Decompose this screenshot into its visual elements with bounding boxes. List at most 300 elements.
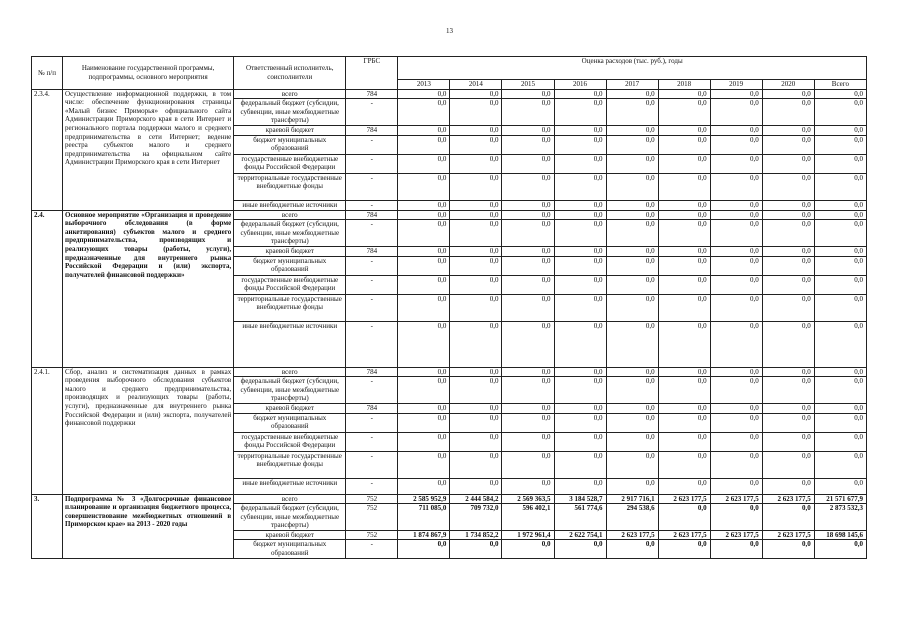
- amount-cell: 596 402,1: [502, 504, 554, 531]
- amount-cell: 0,0: [710, 89, 762, 99]
- amount-cell: 0,0: [606, 451, 658, 478]
- funding-source: краевой бюджет: [234, 530, 346, 540]
- amount-cell: 0,0: [814, 451, 866, 478]
- amount-cell: 0,0: [710, 135, 762, 154]
- amount-cell: 0,0: [502, 154, 554, 173]
- amount-cell: 709 732,0: [450, 504, 502, 531]
- amount-cell: 0,0: [814, 321, 866, 367]
- amount-cell: 0,0: [658, 125, 710, 135]
- amount-cell: 0,0: [814, 99, 866, 126]
- grbs-code: -: [346, 377, 398, 404]
- grbs-code: -: [346, 135, 398, 154]
- grbs-code: -: [346, 99, 398, 126]
- amount-cell: 0,0: [710, 173, 762, 200]
- amount-cell: 0,0: [502, 432, 554, 451]
- amount-cell: 0,0: [658, 173, 710, 200]
- amount-cell: 0,0: [814, 432, 866, 451]
- table-row: [32, 494, 867, 504]
- grbs-code: -: [346, 413, 398, 432]
- amount-cell: 0,0: [450, 200, 502, 210]
- amount-cell: 0,0: [554, 200, 606, 210]
- amount-cell: 0,0: [450, 413, 502, 432]
- amount-cell: 0,0: [502, 99, 554, 126]
- amount-cell: 0,0: [502, 540, 554, 558]
- amount-cell: 0,0: [450, 173, 502, 200]
- amount-cell: 0,0: [398, 294, 450, 321]
- amount-cell: 0,0: [606, 321, 658, 367]
- amount-cell: 0,0: [606, 135, 658, 154]
- amount-cell: 0,0: [710, 256, 762, 275]
- amount-cell: 0,0: [606, 125, 658, 135]
- amount-cell: 0,0: [762, 210, 814, 220]
- amount-cell: 0,0: [450, 478, 502, 494]
- amount-cell: 2 623 177,5: [658, 494, 710, 504]
- grbs-code: -: [346, 432, 398, 451]
- amount-cell: 0,0: [710, 367, 762, 377]
- amount-cell: 0,0: [762, 135, 814, 154]
- table-header: [32, 57, 867, 90]
- amount-cell: 0,0: [814, 154, 866, 173]
- amount-cell: 0,0: [450, 540, 502, 558]
- amount-cell: 0,0: [502, 89, 554, 99]
- amount-cell: 0,0: [502, 403, 554, 413]
- amount-cell: 0,0: [502, 256, 554, 275]
- amount-cell: 0,0: [606, 256, 658, 275]
- amount-cell: 0,0: [554, 154, 606, 173]
- amount-cell: 2 917 716,1: [606, 494, 658, 504]
- grbs-code: 784: [346, 403, 398, 413]
- amount-cell: 0,0: [658, 99, 710, 126]
- col-responsible-header: Ответственный исполнитель, соисполнители: [234, 57, 346, 90]
- amount-cell: 0,0: [554, 99, 606, 126]
- funding-source: бюджет муниципальных образований: [234, 256, 346, 275]
- table-row: [32, 367, 867, 377]
- amount-cell: 0,0: [658, 321, 710, 367]
- amount-cell: 0,0: [398, 99, 450, 126]
- amount-cell: 0,0: [710, 220, 762, 247]
- amount-cell: 0,0: [502, 220, 554, 247]
- year-header: 2013: [398, 80, 450, 90]
- amount-cell: 0,0: [814, 403, 866, 413]
- grbs-code: -: [346, 451, 398, 478]
- table-row: [32, 89, 867, 99]
- funding-source: бюджет муниципальных образований: [234, 540, 346, 558]
- amount-cell: 2 623 177,5: [658, 530, 710, 540]
- amount-cell: 0,0: [398, 377, 450, 404]
- amount-cell: 0,0: [658, 377, 710, 404]
- amount-cell: 0,0: [450, 154, 502, 173]
- amount-cell: 0,0: [762, 432, 814, 451]
- amount-cell: 0,0: [762, 451, 814, 478]
- table-body: [32, 89, 867, 558]
- amount-cell: 0,0: [762, 321, 814, 367]
- amount-cell: 0,0: [710, 451, 762, 478]
- amount-cell: 0,0: [398, 432, 450, 451]
- amount-cell: 711 085,0: [398, 504, 450, 531]
- year-header: 2020: [762, 80, 814, 90]
- grbs-code: -: [346, 154, 398, 173]
- grbs-code: -: [346, 478, 398, 494]
- amount-cell: 0,0: [398, 321, 450, 367]
- amount-cell: 0,0: [658, 413, 710, 432]
- amount-cell: 0,0: [502, 125, 554, 135]
- amount-cell: 0,0: [554, 451, 606, 478]
- grbs-code: 784: [346, 367, 398, 377]
- amount-cell: 0,0: [450, 367, 502, 377]
- amount-cell: 0,0: [450, 432, 502, 451]
- amount-cell: 0,0: [762, 504, 814, 531]
- amount-cell: 0,0: [710, 125, 762, 135]
- grbs-code: -: [346, 321, 398, 367]
- amount-cell: 0,0: [502, 294, 554, 321]
- amount-cell: 0,0: [502, 135, 554, 154]
- amount-cell: 2 623 177,5: [606, 530, 658, 540]
- page-number: 13: [446, 27, 453, 35]
- amount-cell: 0,0: [606, 99, 658, 126]
- amount-cell: 0,0: [814, 210, 866, 220]
- amount-cell: 0,0: [450, 99, 502, 126]
- amount-cell: 0,0: [502, 478, 554, 494]
- amount-cell: 0,0: [502, 200, 554, 210]
- amount-cell: 0,0: [814, 246, 866, 256]
- amount-cell: 0,0: [658, 432, 710, 451]
- year-header: 2016: [554, 80, 606, 90]
- item-number: 2.3.4.: [32, 89, 63, 210]
- amount-cell: 0,0: [606, 154, 658, 173]
- amount-cell: 0,0: [710, 275, 762, 294]
- grbs-code: 784: [346, 89, 398, 99]
- amount-cell: 2 444 584,2: [450, 494, 502, 504]
- amount-cell: 0,0: [398, 135, 450, 154]
- amount-cell: 0,0: [398, 451, 450, 478]
- col-name-header: Наименование государственной программы, подпрограммы, основного мероприятия: [63, 57, 234, 90]
- amount-cell: 0,0: [710, 246, 762, 256]
- amount-cell: 2 623 177,5: [762, 530, 814, 540]
- amount-cell: 0,0: [814, 89, 866, 99]
- amount-cell: 0,0: [398, 173, 450, 200]
- amount-cell: 0,0: [658, 256, 710, 275]
- amount-cell: 0,0: [398, 478, 450, 494]
- amount-cell: 0,0: [710, 321, 762, 367]
- col-num-header: № п/п: [32, 57, 63, 90]
- amount-cell: 0,0: [814, 125, 866, 135]
- amount-cell: 2 623 177,5: [762, 494, 814, 504]
- amount-cell: 0,0: [762, 256, 814, 275]
- grbs-code: 752: [346, 530, 398, 540]
- amount-cell: 0,0: [710, 403, 762, 413]
- amount-cell: 0,0: [658, 89, 710, 99]
- amount-cell: 0,0: [606, 200, 658, 210]
- amount-cell: 0,0: [554, 275, 606, 294]
- amount-cell: 0,0: [658, 154, 710, 173]
- amount-cell: 0,0: [710, 200, 762, 210]
- col-estimate-header: Оценка расходов (тыс. руб.), годы: [398, 57, 867, 80]
- grbs-code: -: [346, 275, 398, 294]
- amount-cell: 0,0: [450, 125, 502, 135]
- funding-source: всего: [234, 210, 346, 220]
- amount-cell: 0,0: [398, 246, 450, 256]
- amount-cell: 0,0: [762, 89, 814, 99]
- item-name: Подпрограмма № 3 «Долгосрочные финансовое планирование и организация бюджетного процесса, совершенствование межбюджетных отношений в Приморском крае» на 2013 - 2020 годы: [63, 494, 234, 558]
- amount-cell: 0,0: [710, 154, 762, 173]
- amount-cell: 0,0: [450, 294, 502, 321]
- amount-cell: 0,0: [606, 377, 658, 404]
- amount-cell: 2 623 177,5: [710, 530, 762, 540]
- grbs-code: -: [346, 173, 398, 200]
- expenditure-table: [31, 56, 867, 559]
- item-number: 2.4.: [32, 210, 63, 367]
- item-number: 3.: [32, 494, 63, 558]
- amount-cell: 0,0: [762, 367, 814, 377]
- amount-cell: 0,0: [554, 377, 606, 404]
- funding-source: территориальные государственные внебюджетные фонды: [234, 294, 346, 321]
- amount-cell: 0,0: [554, 294, 606, 321]
- amount-cell: 0,0: [554, 540, 606, 558]
- amount-cell: 3 184 528,7: [554, 494, 606, 504]
- amount-cell: 0,0: [710, 377, 762, 404]
- funding-source: бюджет муниципальных образований: [234, 413, 346, 432]
- amount-cell: 0,0: [606, 403, 658, 413]
- amount-cell: 0,0: [398, 89, 450, 99]
- grbs-code: -: [346, 220, 398, 247]
- amount-cell: 0,0: [450, 220, 502, 247]
- funding-source: территориальные государственные внебюджетные фонды: [234, 451, 346, 478]
- table-row: [32, 210, 867, 220]
- grbs-code: 752: [346, 494, 398, 504]
- amount-cell: 0,0: [502, 321, 554, 367]
- funding-source: государственные внебюджетные фонды Российской Федерации: [234, 432, 346, 451]
- amount-cell: 0,0: [658, 504, 710, 531]
- grbs-code: 784: [346, 210, 398, 220]
- amount-cell: 0,0: [658, 220, 710, 247]
- funding-source: федеральный бюджет (субсидии, субвенции, иные межбюджетные трансферты): [234, 99, 346, 126]
- year-header: 2019: [710, 80, 762, 90]
- amount-cell: 0,0: [606, 294, 658, 321]
- amount-cell: 0,0: [762, 125, 814, 135]
- grbs-code: 784: [346, 246, 398, 256]
- year-header: 2015: [502, 80, 554, 90]
- amount-cell: 0,0: [398, 220, 450, 247]
- amount-cell: 0,0: [450, 135, 502, 154]
- amount-cell: 0,0: [450, 321, 502, 367]
- amount-cell: 0,0: [450, 210, 502, 220]
- amount-cell: 1 972 961,4: [502, 530, 554, 540]
- amount-cell: 0,0: [606, 540, 658, 558]
- amount-cell: 0,0: [762, 478, 814, 494]
- amount-cell: 0,0: [814, 275, 866, 294]
- year-header: Всего: [814, 80, 866, 90]
- amount-cell: 0,0: [554, 432, 606, 451]
- funding-source: бюджет муниципальных образований: [234, 135, 346, 154]
- amount-cell: 0,0: [762, 99, 814, 126]
- amount-cell: 0,0: [814, 377, 866, 404]
- funding-source: краевой бюджет: [234, 246, 346, 256]
- amount-cell: 0,0: [502, 413, 554, 432]
- amount-cell: 0,0: [762, 403, 814, 413]
- funding-source: всего: [234, 494, 346, 504]
- grbs-code: -: [346, 200, 398, 210]
- amount-cell: 0,0: [554, 321, 606, 367]
- grbs-code: 752: [346, 504, 398, 531]
- amount-cell: 0,0: [814, 367, 866, 377]
- amount-cell: 0,0: [762, 413, 814, 432]
- col-grbs-header: ГРБС: [346, 57, 398, 90]
- amount-cell: 0,0: [398, 403, 450, 413]
- amount-cell: 0,0: [658, 200, 710, 210]
- amount-cell: 0,0: [710, 294, 762, 321]
- amount-cell: 0,0: [502, 451, 554, 478]
- year-header: 2018: [658, 80, 710, 90]
- amount-cell: 0,0: [710, 504, 762, 531]
- amount-cell: 0,0: [502, 377, 554, 404]
- amount-cell: 2 623 177,5: [710, 494, 762, 504]
- amount-cell: 0,0: [814, 135, 866, 154]
- amount-cell: 0,0: [450, 89, 502, 99]
- amount-cell: 0,0: [450, 256, 502, 275]
- amount-cell: 0,0: [554, 89, 606, 99]
- amount-cell: 561 774,6: [554, 504, 606, 531]
- amount-cell: 0,0: [658, 294, 710, 321]
- funding-source: иные внебюджетные источники: [234, 200, 346, 210]
- amount-cell: 0,0: [398, 125, 450, 135]
- amount-cell: 0,0: [398, 210, 450, 220]
- amount-cell: 0,0: [398, 413, 450, 432]
- amount-cell: 0,0: [814, 173, 866, 200]
- amount-cell: 0,0: [710, 478, 762, 494]
- amount-cell: 0,0: [762, 154, 814, 173]
- amount-cell: 2 569 363,5: [502, 494, 554, 504]
- amount-cell: 0,0: [710, 99, 762, 126]
- funding-source: краевой бюджет: [234, 403, 346, 413]
- amount-cell: 0,0: [762, 377, 814, 404]
- amount-cell: 0,0: [554, 478, 606, 494]
- amount-cell: 0,0: [710, 210, 762, 220]
- amount-cell: 0,0: [554, 220, 606, 247]
- amount-cell: 1 874 867,9: [398, 530, 450, 540]
- amount-cell: 0,0: [554, 246, 606, 256]
- amount-cell: 0,0: [658, 367, 710, 377]
- amount-cell: 0,0: [554, 256, 606, 275]
- amount-cell: 0,0: [606, 478, 658, 494]
- amount-cell: 0,0: [762, 220, 814, 247]
- amount-cell: 1 734 852,2: [450, 530, 502, 540]
- amount-cell: 0,0: [606, 210, 658, 220]
- amount-cell: 0,0: [398, 200, 450, 210]
- amount-cell: 0,0: [658, 540, 710, 558]
- amount-cell: 0,0: [762, 246, 814, 256]
- amount-cell: 2 873 532,3: [814, 504, 866, 531]
- funding-source: государственные внебюджетные фонды Российской Федерации: [234, 154, 346, 173]
- amount-cell: 0,0: [554, 413, 606, 432]
- amount-cell: 0,0: [606, 246, 658, 256]
- amount-cell: 0,0: [814, 478, 866, 494]
- amount-cell: 2 585 952,9: [398, 494, 450, 504]
- amount-cell: 0,0: [762, 173, 814, 200]
- amount-cell: 0,0: [450, 275, 502, 294]
- amount-cell: 0,0: [606, 367, 658, 377]
- amount-cell: 0,0: [814, 220, 866, 247]
- amount-cell: 0,0: [658, 210, 710, 220]
- amount-cell: 0,0: [554, 125, 606, 135]
- amount-cell: 0,0: [502, 275, 554, 294]
- amount-cell: 0,0: [658, 135, 710, 154]
- amount-cell: 0,0: [658, 246, 710, 256]
- amount-cell: 0,0: [398, 275, 450, 294]
- amount-cell: 0,0: [554, 210, 606, 220]
- amount-cell: 0,0: [658, 478, 710, 494]
- amount-cell: 0,0: [710, 432, 762, 451]
- year-header: 2017: [606, 80, 658, 90]
- amount-cell: 0,0: [606, 432, 658, 451]
- amount-cell: 0,0: [762, 294, 814, 321]
- funding-source: всего: [234, 89, 346, 99]
- amount-cell: 0,0: [814, 256, 866, 275]
- amount-cell: 0,0: [502, 367, 554, 377]
- amount-cell: 0,0: [450, 377, 502, 404]
- amount-cell: 0,0: [606, 275, 658, 294]
- amount-cell: 0,0: [554, 135, 606, 154]
- grbs-code: 784: [346, 125, 398, 135]
- funding-source: иные внебюджетные источники: [234, 321, 346, 367]
- amount-cell: 0,0: [658, 451, 710, 478]
- amount-cell: 0,0: [398, 367, 450, 377]
- funding-source: всего: [234, 367, 346, 377]
- amount-cell: 0,0: [450, 246, 502, 256]
- amount-cell: 0,0: [554, 403, 606, 413]
- amount-cell: 0,0: [658, 403, 710, 413]
- funding-source: федеральный бюджет (субсидии, субвенции, иные межбюджетные трансферты): [234, 377, 346, 404]
- funding-source: иные внебюджетные источники: [234, 478, 346, 494]
- item-number: 2.4.1.: [32, 367, 63, 494]
- amount-cell: 0,0: [554, 367, 606, 377]
- amount-cell: 0,0: [398, 540, 450, 558]
- funding-source: территориальные государственные внебюджетные фонды: [234, 173, 346, 200]
- amount-cell: 0,0: [658, 275, 710, 294]
- amount-cell: 0,0: [710, 413, 762, 432]
- amount-cell: 0,0: [762, 200, 814, 210]
- amount-cell: 294 538,6: [606, 504, 658, 531]
- amount-cell: 0,0: [502, 246, 554, 256]
- funding-source: федеральный бюджет (субсидии, субвенции, иные межбюджетные трансферты): [234, 220, 346, 247]
- item-name: Сбор, анализ и систематизация данных в рамках проведения выборочного обследования субъектов малого и среднего предпринимательства, производящих и реализующих товары (работы, услуги), предназначенные для внутреннего рынка Российской Федерации и (или) экспорта, получателей финансовой поддержки: [63, 367, 234, 494]
- year-header: 2014: [450, 80, 502, 90]
- item-name: Осуществление информационной поддержки, в том числе: обеспечение функционирования страницы «Малый бизнес Приморья» официального сайта Администрации Приморского края в сети Интернет и регионального портала поддержки малого и среднего предпринимательства в сети Интернет; ведение реестра субъектов малого и среднего предпринимательства на официальном сайте Администрации Приморского края в сети Интернет: [63, 89, 234, 210]
- amount-cell: 0,0: [814, 540, 866, 558]
- grbs-code: -: [346, 294, 398, 321]
- amount-cell: 0,0: [502, 173, 554, 200]
- item-name: Основное мероприятие «Организация и проведение выборочного обследования (в форме анкетирования) субъектов малого и среднего предпринимательства, производящих и реализующих товары (работы, услуги), предназначенные для внутреннего рынка Российской Федерации и (или) экспорта, получателей финансовой поддержки»: [63, 210, 234, 367]
- amount-cell: 0,0: [398, 256, 450, 275]
- amount-cell: 2 622 754,1: [554, 530, 606, 540]
- funding-source: краевой бюджет: [234, 125, 346, 135]
- amount-cell: 0,0: [606, 413, 658, 432]
- funding-source: государственные внебюджетные фонды Российской Федерации: [234, 275, 346, 294]
- amount-cell: 0,0: [814, 413, 866, 432]
- amount-cell: 0,0: [554, 173, 606, 200]
- amount-cell: 0,0: [606, 89, 658, 99]
- amount-cell: 0,0: [762, 540, 814, 558]
- amount-cell: 0,0: [450, 403, 502, 413]
- grbs-code: -: [346, 540, 398, 558]
- amount-cell: 0,0: [762, 275, 814, 294]
- amount-cell: 0,0: [814, 294, 866, 321]
- amount-cell: 0,0: [502, 210, 554, 220]
- amount-cell: 21 571 677,9: [814, 494, 866, 504]
- amount-cell: 0,0: [710, 540, 762, 558]
- amount-cell: 0,0: [398, 154, 450, 173]
- amount-cell: 0,0: [606, 173, 658, 200]
- funding-source: федеральный бюджет (субсидии, субвенции, иные межбюджетные трансферты): [234, 504, 346, 531]
